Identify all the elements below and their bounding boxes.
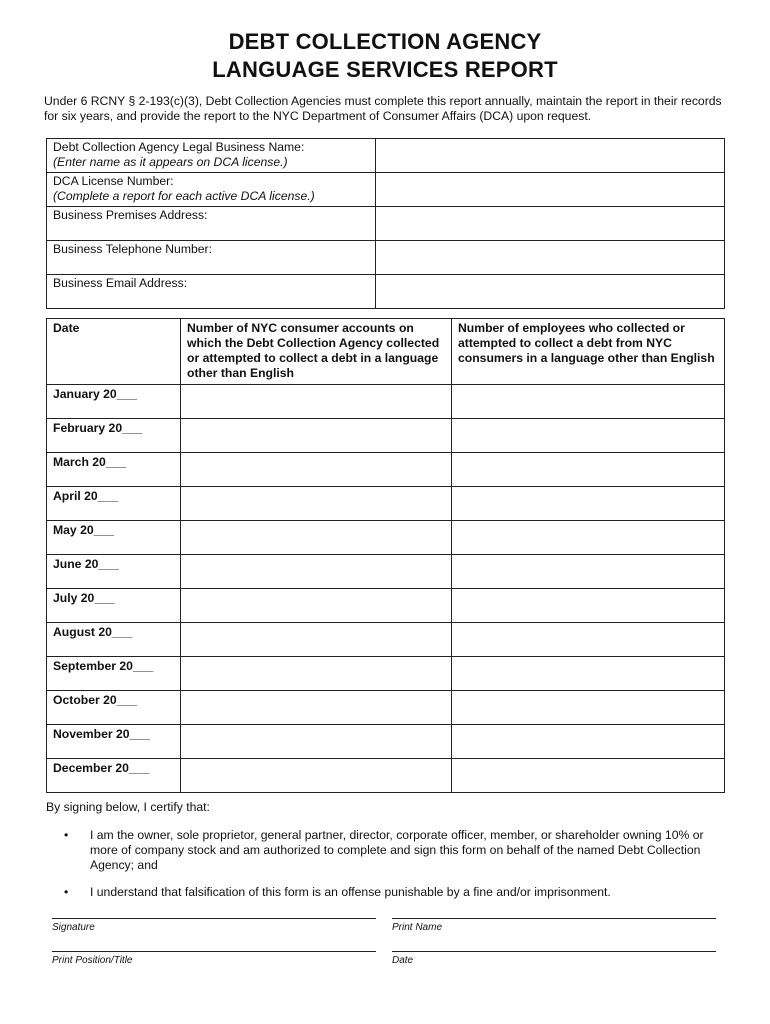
accounts-field[interactable] [181,453,452,487]
employees-field[interactable] [452,725,725,759]
accounts-field[interactable] [181,725,452,759]
title-line-2: LANGUAGE SERVICES REPORT [212,57,558,82]
month-label: September 20___ [47,657,181,691]
month-label: April 20___ [47,487,181,521]
legal-name-hint: (Enter name as it appears on DCA license.) [53,155,288,169]
legal-name-label: Debt Collection Agency Legal Business Name: [53,140,305,154]
position-title-field[interactable] [52,951,376,967]
table-row [47,419,725,453]
table-row [47,487,725,521]
employees-field[interactable] [452,623,725,657]
month-label: October 20___ [47,691,181,725]
employees-field[interactable] [452,589,725,623]
legal-name-label-cell [47,139,376,173]
business-info-table [46,138,725,309]
table-row [47,521,725,555]
month-label: February 20___ [47,419,181,453]
monthly-report-table [46,318,725,793]
email-label: Business Email Address: [47,275,376,309]
accounts-field[interactable] [181,487,452,521]
employees-field[interactable] [452,385,725,419]
employees-field[interactable] [452,419,725,453]
table-row [47,657,725,691]
list-item [64,885,704,900]
table-row [47,623,725,657]
employees-field[interactable] [452,487,725,521]
signature-label: Signature [52,922,95,933]
accounts-field[interactable] [181,555,452,589]
employees-field[interactable] [452,521,725,555]
table-row [47,759,725,793]
legal-name-row [47,139,725,173]
month-label: July 20___ [47,589,181,623]
email-row [47,275,725,309]
month-label: June 20___ [47,555,181,589]
print-name-field[interactable] [392,918,716,934]
employees-field[interactable] [452,555,725,589]
title-line-1: DEBT COLLECTION AGENCY [228,29,542,54]
accounts-field[interactable] [181,623,452,657]
table-header-row [47,319,725,385]
month-label: May 20___ [47,521,181,555]
employees-field[interactable] [452,657,725,691]
license-label: DCA License Number: [53,174,174,188]
license-label-cell [47,173,376,207]
table-row [47,453,725,487]
phone-field[interactable] [376,241,725,275]
list-item [64,828,704,873]
table-row [47,589,725,623]
email-field[interactable] [376,275,725,309]
certification-intro: By signing below, I certify that: [46,800,210,814]
month-label: November 20___ [47,725,181,759]
header-employees: Number of employees who collected or attempted to collect a debt from NYC consumers in a language other than English [452,319,725,385]
header-date: Date [47,319,181,385]
accounts-field[interactable] [181,691,452,725]
position-title-label: Print Position/Title [52,955,133,966]
address-field[interactable] [376,207,725,241]
accounts-field[interactable] [181,419,452,453]
certification-list [64,828,704,912]
date-label: Date [392,955,414,966]
page-title [0,28,770,84]
accounts-field[interactable] [181,657,452,691]
month-label: August 20___ [47,623,181,657]
license-row [47,173,725,207]
accounts-field[interactable] [181,589,452,623]
date-field[interactable] [392,951,716,967]
accounts-field[interactable] [181,759,452,793]
employees-field[interactable] [452,759,725,793]
accounts-field[interactable] [181,385,452,419]
print-name-label: Print Name [392,922,443,933]
employees-field[interactable] [452,691,725,725]
intro-paragraph: Under 6 RCNY § 2-193(c)(3), Debt Collection Agencies must complete this report annually, maintain the report in their records for six years, and provide the report to the NYC Department of Consumer Affairs (DCA) upon request. [44,94,722,123]
month-label: December 20___ [47,759,181,793]
table-row [47,385,725,419]
accounts-field[interactable] [181,521,452,555]
phone-label: Business Telephone Number: [47,241,376,275]
license-field[interactable] [376,173,725,207]
certification-text: I am the owner, sole proprietor, general partner, director, corporate officer, member, or shareholder owning 10% or more of company stock and am authorized to complete and sign this form on behalf of the named Debt Collection Agency; and [90,828,704,872]
certification-text: I understand that falsification of this form is an offense punishable by a fine and/or imprisonment. [90,885,611,899]
table-row [47,555,725,589]
address-row [47,207,725,241]
bullet-icon: • [64,828,69,842]
month-label: March 20___ [47,453,181,487]
signature-field[interactable] [52,918,376,934]
table-row [47,691,725,725]
phone-row [47,241,725,275]
employees-field[interactable] [452,453,725,487]
address-label: Business Premises Address: [47,207,376,241]
license-hint: (Complete a report for each active DCA license.) [53,189,315,203]
bullet-icon: • [64,885,69,899]
table-row [47,725,725,759]
month-label: January 20___ [47,385,181,419]
header-accounts: Number of NYC consumer accounts on which the Debt Collection Agency collected or attempted to collect a debt in a language other than English [181,319,452,385]
legal-name-field[interactable] [376,139,725,173]
